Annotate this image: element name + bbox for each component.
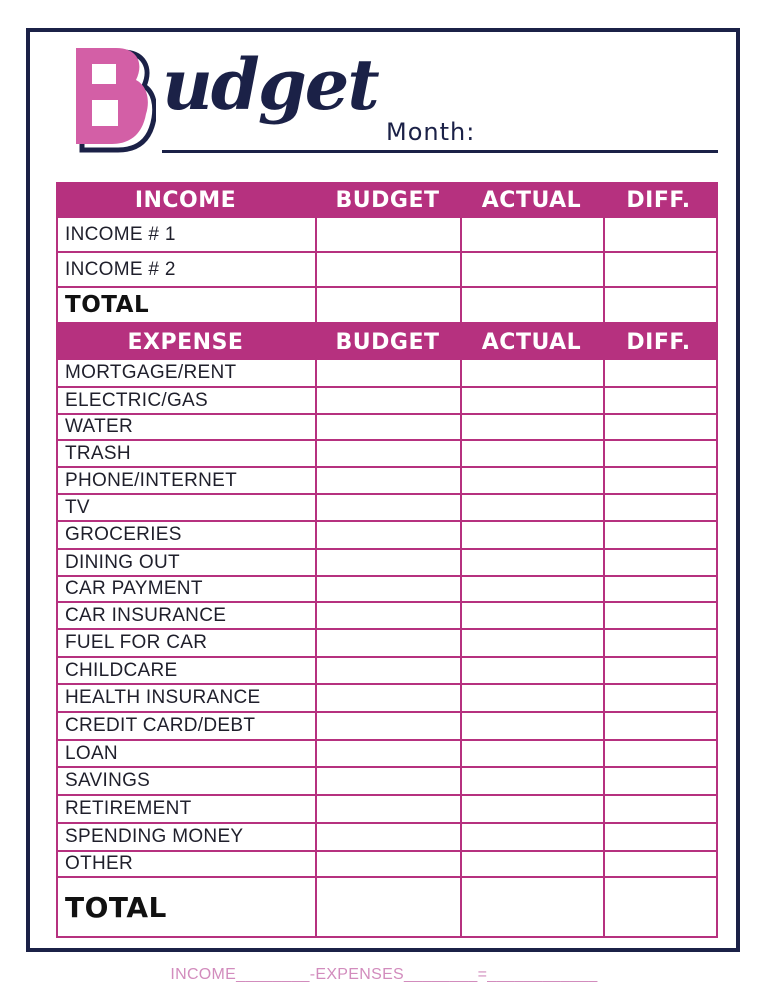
diff-cell[interactable] xyxy=(605,577,716,601)
row-label: PHONE/INTERNET xyxy=(58,468,317,493)
diff-cell[interactable] xyxy=(605,468,716,493)
month-underline xyxy=(162,150,718,153)
diff-cell[interactable] xyxy=(605,603,716,628)
actual-cell[interactable] xyxy=(462,768,605,794)
row-label: INCOME # 2 xyxy=(58,253,317,286)
actual-cell[interactable] xyxy=(462,658,605,683)
budget-cell[interactable] xyxy=(317,415,462,439)
row-label: SAVINGS xyxy=(58,768,317,794)
page-frame xyxy=(26,28,740,952)
row-label: LOAN xyxy=(58,741,317,766)
total-label: TOTAL xyxy=(58,288,317,322)
actual-cell[interactable] xyxy=(462,550,605,575)
expense-row xyxy=(56,852,718,878)
diff-cell[interactable] xyxy=(605,360,716,386)
actual-cell[interactable] xyxy=(462,522,605,548)
expense-row xyxy=(56,415,718,441)
diff-cell[interactable] xyxy=(605,522,716,548)
budget-cell[interactable] xyxy=(317,603,462,628)
row-label: CAR PAYMENT xyxy=(58,577,317,601)
month-label: Month: xyxy=(386,118,476,146)
actual-cell[interactable] xyxy=(462,495,605,520)
budget-cell[interactable] xyxy=(317,878,462,936)
actual-cell[interactable] xyxy=(462,253,605,286)
income-col-header: INCOME xyxy=(134,187,237,213)
row-label: TRASH xyxy=(58,441,317,466)
expense-row xyxy=(56,522,718,550)
budget-title: udget xyxy=(162,43,378,126)
expense-row xyxy=(56,360,718,388)
diff-cell[interactable] xyxy=(605,713,716,739)
income-row xyxy=(56,253,718,288)
diff-cell[interactable] xyxy=(605,658,716,683)
row-label: WATER xyxy=(58,415,317,439)
budget-cell[interactable] xyxy=(317,685,462,711)
budget-cell[interactable] xyxy=(317,441,462,466)
income-row xyxy=(56,218,718,253)
row-label: GROCERIES xyxy=(58,522,317,548)
row-label: HEALTH INSURANCE xyxy=(58,685,317,711)
actual-cell[interactable] xyxy=(462,796,605,822)
diff-cell[interactable] xyxy=(605,741,716,766)
diff-cell[interactable] xyxy=(605,824,716,850)
budget-col-header: BUDGET xyxy=(335,187,440,213)
budget-cell[interactable] xyxy=(317,360,462,386)
expense-row xyxy=(56,713,718,741)
expense-row xyxy=(56,441,718,468)
actual-cell[interactable] xyxy=(462,713,605,739)
total-label: TOTAL xyxy=(58,878,317,936)
row-label: SPENDING MONEY xyxy=(58,824,317,850)
expense-row xyxy=(56,658,718,685)
budget-cell[interactable] xyxy=(317,852,462,876)
expense-row xyxy=(56,577,718,603)
income-total-row xyxy=(56,288,718,324)
budget-cell[interactable] xyxy=(317,658,462,683)
actual-cell[interactable] xyxy=(462,360,605,386)
budget-cell[interactable] xyxy=(317,288,462,322)
expense-row xyxy=(56,603,718,630)
expense-header-row xyxy=(56,324,718,360)
actual-cell[interactable] xyxy=(462,741,605,766)
budget-cell[interactable] xyxy=(317,495,462,520)
expense-row xyxy=(56,685,718,713)
actual-cell[interactable] xyxy=(462,441,605,466)
expense-col-header: EXPENSE xyxy=(127,329,244,355)
row-label: TV xyxy=(58,495,317,520)
actual-cell[interactable] xyxy=(462,852,605,876)
budget-cell[interactable] xyxy=(317,768,462,794)
diff-cell[interactable] xyxy=(605,630,716,656)
diff-cell[interactable] xyxy=(605,768,716,794)
expense-row xyxy=(56,796,718,824)
diff-cell[interactable] xyxy=(605,288,716,322)
actual-cell[interactable] xyxy=(462,603,605,628)
row-label: RETIREMENT xyxy=(58,796,317,822)
actual-col-header: ACTUAL xyxy=(481,187,582,213)
diff-cell[interactable] xyxy=(605,441,716,466)
diff-cell[interactable] xyxy=(605,796,716,822)
diff-col-header: DIFF. xyxy=(626,187,691,213)
budget-cell[interactable] xyxy=(317,522,462,548)
actual-col-header: ACTUAL xyxy=(481,329,582,355)
budget-cell[interactable] xyxy=(317,468,462,493)
actual-cell[interactable] xyxy=(462,468,605,493)
expense-row xyxy=(56,550,718,577)
actual-cell[interactable] xyxy=(462,878,605,936)
diff-cell[interactable] xyxy=(605,685,716,711)
budget-col-header: BUDGET xyxy=(335,329,440,355)
expense-row xyxy=(56,741,718,768)
diff-cell[interactable] xyxy=(605,253,716,286)
expense-row xyxy=(56,824,718,852)
budget-cell[interactable] xyxy=(317,824,462,850)
row-label: ELECTRIC/GAS xyxy=(58,388,317,413)
budget-cell[interactable] xyxy=(317,253,462,286)
expense-row xyxy=(56,495,718,522)
income-header-row xyxy=(56,182,718,218)
budget-cell[interactable] xyxy=(317,388,462,413)
diff-cell[interactable] xyxy=(605,852,716,876)
budget-cell[interactable] xyxy=(317,630,462,656)
row-label: OTHER xyxy=(58,852,317,876)
budget-cell[interactable] xyxy=(317,741,462,766)
diff-cell[interactable] xyxy=(605,415,716,439)
row-label: MORTGAGE/RENT xyxy=(58,360,317,386)
expense-row xyxy=(56,388,718,415)
income-minus-expenses-formula: INCOME________-EXPENSES________=____________ xyxy=(170,966,598,983)
actual-cell[interactable] xyxy=(462,630,605,656)
row-label: CREDIT CARD/DEBT xyxy=(58,713,317,739)
logo-letter-b xyxy=(74,46,156,156)
budget-cell[interactable] xyxy=(317,218,462,251)
actual-cell[interactable] xyxy=(462,824,605,850)
actual-cell[interactable] xyxy=(462,415,605,439)
actual-cell[interactable] xyxy=(462,288,605,322)
expense-row xyxy=(56,468,718,495)
budget-cell[interactable] xyxy=(317,796,462,822)
actual-cell[interactable] xyxy=(462,388,605,413)
row-label: CAR INSURANCE xyxy=(58,603,317,628)
row-label: DINING OUT xyxy=(58,550,317,575)
diff-cell[interactable] xyxy=(605,388,716,413)
diff-cell[interactable] xyxy=(605,878,716,936)
budget-table xyxy=(56,182,718,938)
diff-cell[interactable] xyxy=(605,495,716,520)
row-label: CHILDCARE xyxy=(58,658,317,683)
budget-cell[interactable] xyxy=(317,550,462,575)
actual-cell[interactable] xyxy=(462,577,605,601)
expense-total-row xyxy=(56,878,718,938)
diff-col-header: DIFF. xyxy=(626,329,691,355)
row-label: FUEL FOR CAR xyxy=(58,630,317,656)
row-label: INCOME # 1 xyxy=(58,218,317,251)
budget-cell[interactable] xyxy=(317,577,462,601)
diff-cell[interactable] xyxy=(605,218,716,251)
diff-cell[interactable] xyxy=(605,550,716,575)
expense-row xyxy=(56,768,718,796)
actual-cell[interactable] xyxy=(462,685,605,711)
expense-row xyxy=(56,630,718,658)
budget-cell[interactable] xyxy=(317,713,462,739)
actual-cell[interactable] xyxy=(462,218,605,251)
